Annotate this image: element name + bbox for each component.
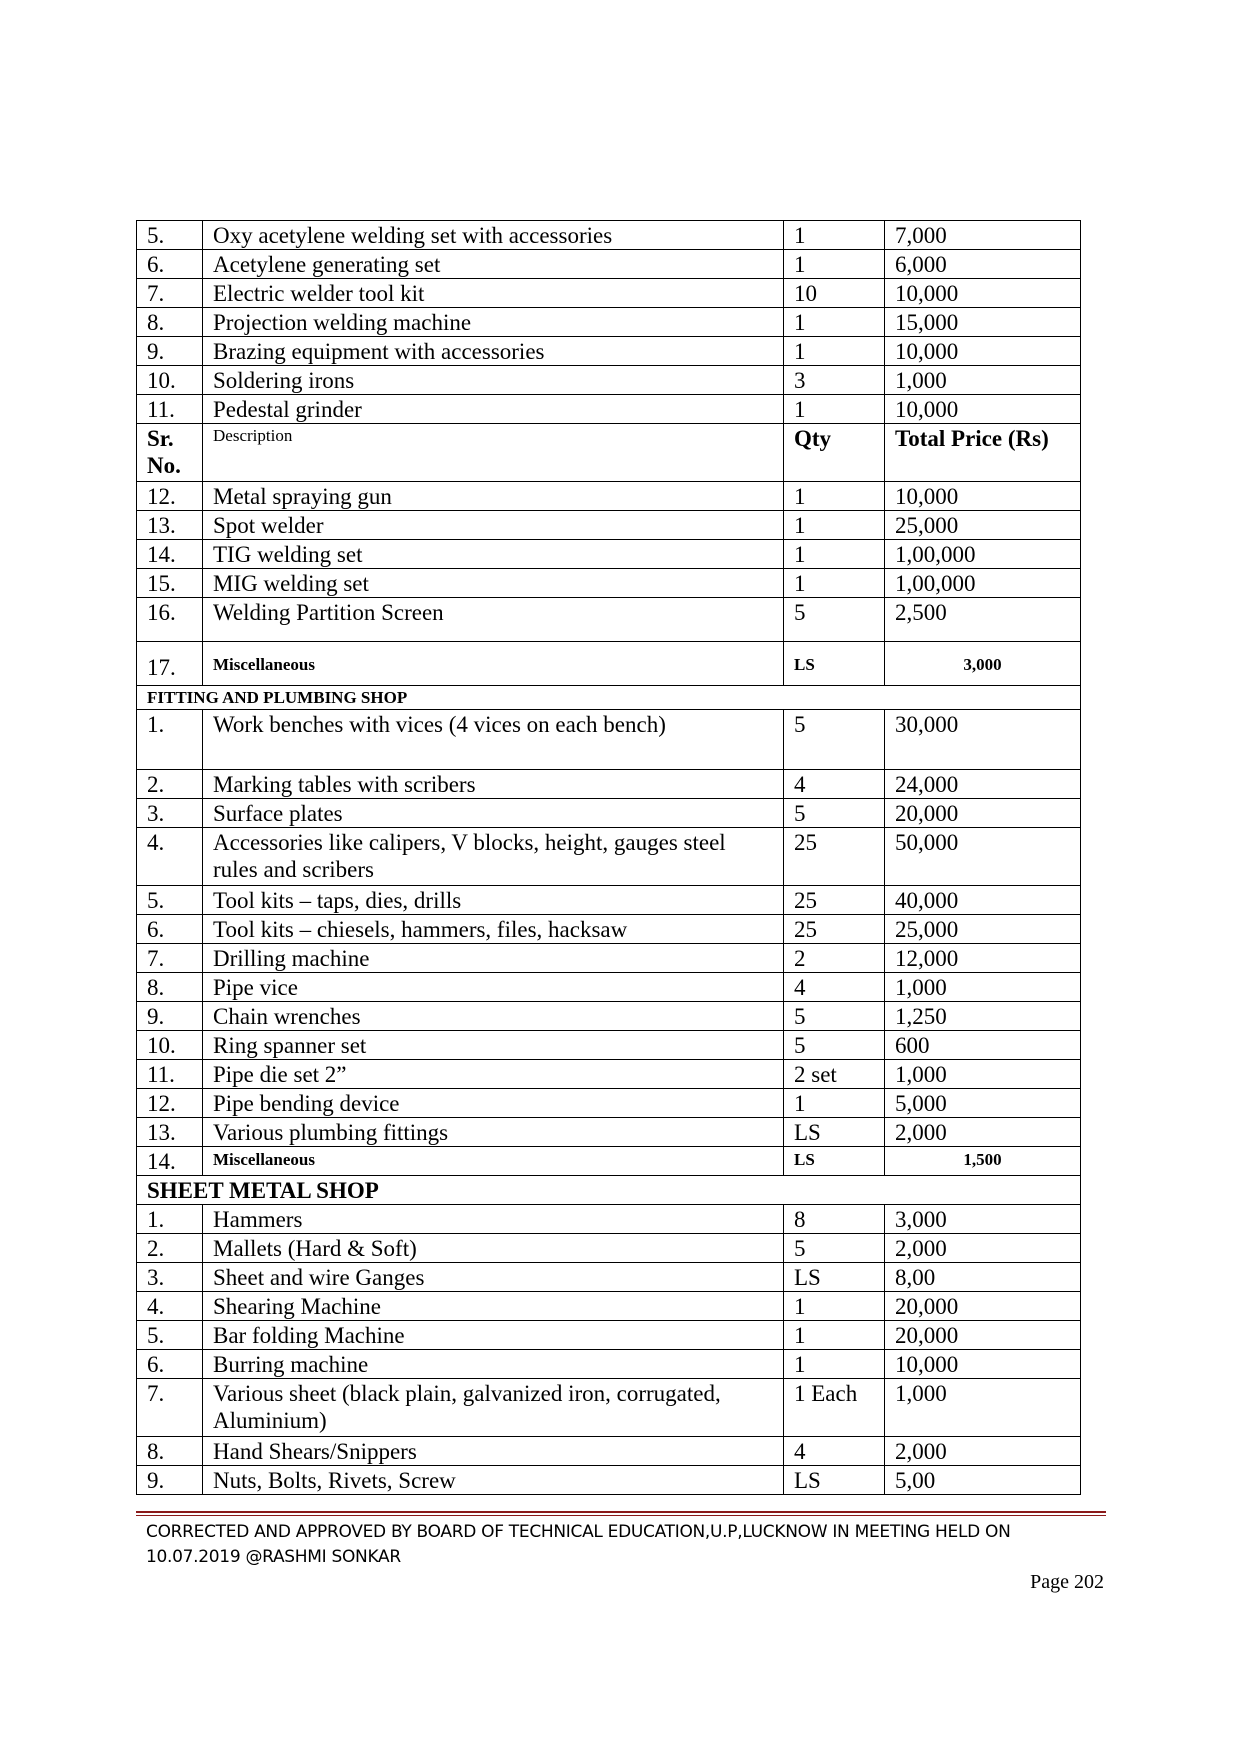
table-row: [137, 1437, 1081, 1466]
description-cell: TIG welding set: [203, 540, 784, 569]
quantity-cell: 1: [784, 482, 885, 511]
description-cell: Electric welder tool kit: [203, 279, 784, 308]
quantity-cell: 8: [784, 1205, 885, 1234]
table-row: [137, 915, 1081, 944]
page-number: Page 202: [1030, 1571, 1104, 1593]
serial-number-cell: 6.: [137, 250, 203, 279]
section-sheet-metal: [137, 1176, 1081, 1205]
table-row: [137, 828, 1081, 886]
description-cell: Miscellaneous: [203, 1147, 784, 1176]
description-cell: Spot welder: [203, 511, 784, 540]
section-heading: FITTING AND PLUMBING SHOP: [137, 686, 1081, 710]
table-row: [137, 710, 1081, 770]
description-cell: Metal spraying gun: [203, 482, 784, 511]
serial-number-cell: 17.: [137, 642, 203, 686]
serial-number-cell: 8.: [137, 308, 203, 337]
quantity-cell: LS: [784, 1147, 885, 1176]
quantity-cell: 2 set: [784, 1060, 885, 1089]
quantity-cell: 1: [784, 569, 885, 598]
quantity-cell: 1: [784, 1089, 885, 1118]
price-cell: 8,00: [885, 1263, 1081, 1292]
serial-number-cell: 5.: [137, 886, 203, 915]
serial-number-cell: 11.: [137, 1060, 203, 1089]
table-row: [137, 1263, 1081, 1292]
serial-number-cell: 7.: [137, 1379, 203, 1437]
quantity-cell: 5: [784, 710, 885, 770]
quantity-cell: 10: [784, 279, 885, 308]
price-cell: 30,000: [885, 710, 1081, 770]
table-row: [137, 1292, 1081, 1321]
table-row: [137, 1118, 1081, 1147]
serial-number-cell: 11.: [137, 395, 203, 424]
description-cell: Accessories like calipers, V blocks, height, gauges steel rules and scribers: [203, 828, 784, 886]
header-description: Description: [203, 424, 784, 482]
quantity-cell: 4: [784, 770, 885, 799]
price-cell: 2,000: [885, 1234, 1081, 1263]
quantity-cell: 1: [784, 337, 885, 366]
serial-number-cell: 5.: [137, 221, 203, 250]
price-cell: 10,000: [885, 337, 1081, 366]
description-cell: Mallets (Hard & Soft): [203, 1234, 784, 1263]
table-row: [137, 279, 1081, 308]
price-cell: 3,000: [885, 1205, 1081, 1234]
price-cell: 1,00,000: [885, 569, 1081, 598]
quantity-cell: 1 Each: [784, 1379, 885, 1437]
price-cell: 25,000: [885, 915, 1081, 944]
header-total-price: Total Price (Rs): [885, 424, 1081, 482]
serial-number-cell: 13.: [137, 1118, 203, 1147]
footer-line-2: 10.07.2019 @RASHMI SONKAR: [146, 1547, 401, 1567]
price-cell: 10,000: [885, 1350, 1081, 1379]
quantity-cell: 4: [784, 973, 885, 1002]
price-cell: 50,000: [885, 828, 1081, 886]
price-cell: 6,000: [885, 250, 1081, 279]
price-cell: 24,000: [885, 770, 1081, 799]
description-cell: Work benches with vices (4 vices on each bench): [203, 710, 784, 770]
quantity-cell: 25: [784, 915, 885, 944]
price-cell: 3,000: [885, 642, 1081, 686]
serial-number-cell: 10.: [137, 1031, 203, 1060]
description-cell: Shearing Machine: [203, 1292, 784, 1321]
quantity-cell: LS: [784, 1263, 885, 1292]
serial-number-cell: 16.: [137, 598, 203, 642]
quantity-cell: 25: [784, 828, 885, 886]
quantity-cell: 25: [784, 886, 885, 915]
price-cell: 5,00: [885, 1466, 1081, 1495]
footer-line-1: CORRECTED AND APPROVED BY BOARD OF TECHNICAL EDUCATION,U.P,LUCKNOW IN MEETING HELD ON: [146, 1522, 1011, 1542]
table-row: [137, 1002, 1081, 1031]
quantity-cell: 1: [784, 1292, 885, 1321]
quantity-cell: 1: [784, 250, 885, 279]
serial-number-cell: 4.: [137, 1292, 203, 1321]
table-row: [137, 1466, 1081, 1495]
price-cell: 1,000: [885, 366, 1081, 395]
serial-number-cell: 2.: [137, 770, 203, 799]
serial-number-cell: 9.: [137, 337, 203, 366]
quantity-cell: 2: [784, 944, 885, 973]
price-cell: 1,000: [885, 973, 1081, 1002]
table-row: [137, 886, 1081, 915]
description-cell: MIG welding set: [203, 569, 784, 598]
serial-number-cell: 9.: [137, 1466, 203, 1495]
serial-number-cell: 8.: [137, 973, 203, 1002]
description-cell: Pipe die set 2”: [203, 1060, 784, 1089]
description-cell: Hand Shears/Snippers: [203, 1437, 784, 1466]
serial-number-cell: 10.: [137, 366, 203, 395]
serial-number-cell: 12.: [137, 482, 203, 511]
quantity-cell: 5: [784, 1031, 885, 1060]
table-row: [137, 366, 1081, 395]
table-row: [137, 1031, 1081, 1060]
serial-number-cell: 9.: [137, 1002, 203, 1031]
quantity-cell: LS: [784, 642, 885, 686]
table-row: [137, 1379, 1081, 1437]
serial-number-cell: 14.: [137, 540, 203, 569]
description-cell: Acetylene generating set: [203, 250, 784, 279]
description-cell: Burring machine: [203, 1350, 784, 1379]
quantity-cell: LS: [784, 1118, 885, 1147]
footer-note: [146, 1520, 1106, 1570]
table-row: [137, 598, 1081, 642]
table-row: [137, 944, 1081, 973]
price-cell: 2,000: [885, 1437, 1081, 1466]
price-cell: 12,000: [885, 944, 1081, 973]
description-cell: Tool kits – taps, dies, drills: [203, 886, 784, 915]
table-row: [137, 1205, 1081, 1234]
quantity-cell: 5: [784, 799, 885, 828]
table-row: [137, 1350, 1081, 1379]
description-cell: Pedestal grinder: [203, 395, 784, 424]
description-cell: Sheet and wire Ganges: [203, 1263, 784, 1292]
quantity-cell: 1: [784, 511, 885, 540]
price-cell: 2,000: [885, 1118, 1081, 1147]
price-cell: 1,500: [885, 1147, 1081, 1176]
quantity-cell: 1: [784, 221, 885, 250]
table-row: [137, 1321, 1081, 1350]
serial-number-cell: 8.: [137, 1437, 203, 1466]
table-row: [137, 511, 1081, 540]
description-cell: Bar folding Machine: [203, 1321, 784, 1350]
table-row: [137, 973, 1081, 1002]
footer-rule: [136, 1511, 1106, 1516]
description-cell: Surface plates: [203, 799, 784, 828]
table-row: [137, 1234, 1081, 1263]
table-row: [137, 482, 1081, 511]
price-cell: 10,000: [885, 482, 1081, 511]
description-cell: Drilling machine: [203, 944, 784, 973]
description-cell: Oxy acetylene welding set with accessories: [203, 221, 784, 250]
table-row: [137, 770, 1081, 799]
table-row: [137, 250, 1081, 279]
table-row: [137, 308, 1081, 337]
table-header-row: [137, 424, 1081, 482]
price-cell: 5,000: [885, 1089, 1081, 1118]
serial-number-cell: 7.: [137, 279, 203, 308]
quantity-cell: 1: [784, 1321, 885, 1350]
description-cell: Miscellaneous: [203, 642, 784, 686]
price-cell: 10,000: [885, 395, 1081, 424]
description-cell: Hammers: [203, 1205, 784, 1234]
serial-number-cell: 13.: [137, 511, 203, 540]
serial-number-cell: 1.: [137, 710, 203, 770]
table-row: [137, 799, 1081, 828]
quantity-cell: 1: [784, 540, 885, 569]
serial-number-cell: 4.: [137, 828, 203, 886]
price-cell: 15,000: [885, 308, 1081, 337]
quantity-cell: 3: [784, 366, 885, 395]
price-cell: 25,000: [885, 511, 1081, 540]
price-cell: 20,000: [885, 799, 1081, 828]
description-cell: Brazing equipment with accessories: [203, 337, 784, 366]
section-heading: SHEET METAL SHOP: [137, 1176, 1081, 1205]
serial-number-cell: 14.: [137, 1147, 203, 1176]
description-cell: Pipe vice: [203, 973, 784, 1002]
serial-number-cell: 7.: [137, 944, 203, 973]
section-fitting-plumbing: [137, 686, 1081, 710]
table-row: [137, 1060, 1081, 1089]
description-cell: Various plumbing fittings: [203, 1118, 784, 1147]
description-cell: Marking tables with scribers: [203, 770, 784, 799]
table-row: [137, 540, 1081, 569]
quantity-cell: 1: [784, 395, 885, 424]
price-cell: 2,500: [885, 598, 1081, 642]
quantity-cell: 4: [784, 1437, 885, 1466]
price-cell: 1,000: [885, 1060, 1081, 1089]
equipment-table: [136, 220, 1081, 1495]
price-cell: 10,000: [885, 279, 1081, 308]
quantity-cell: 1: [784, 1350, 885, 1379]
price-cell: 40,000: [885, 886, 1081, 915]
table-row: [137, 1089, 1081, 1118]
table-row: [137, 569, 1081, 598]
quantity-cell: 5: [784, 598, 885, 642]
serial-number-cell: 3.: [137, 799, 203, 828]
description-cell: Ring spanner set: [203, 1031, 784, 1060]
serial-number-cell: 15.: [137, 569, 203, 598]
serial-number-cell: 12.: [137, 1089, 203, 1118]
header-serial-number: Sr. No.: [137, 424, 203, 482]
header-quantity: Qty: [784, 424, 885, 482]
serial-number-cell: 6.: [137, 915, 203, 944]
description-cell: Tool kits – chiesels, hammers, files, hacksaw: [203, 915, 784, 944]
table-row: [137, 1147, 1081, 1176]
price-cell: 1,00,000: [885, 540, 1081, 569]
table-row: [137, 221, 1081, 250]
serial-number-cell: 1.: [137, 1205, 203, 1234]
serial-number-cell: 3.: [137, 1263, 203, 1292]
price-cell: 20,000: [885, 1321, 1081, 1350]
serial-number-cell: 5.: [137, 1321, 203, 1350]
description-cell: Various sheet (black plain, galvanized iron, corrugated, Aluminium): [203, 1379, 784, 1437]
table-row: [137, 337, 1081, 366]
description-cell: Chain wrenches: [203, 1002, 784, 1031]
price-cell: 1,250: [885, 1002, 1081, 1031]
table-row: [137, 642, 1081, 686]
serial-number-cell: 2.: [137, 1234, 203, 1263]
quantity-cell: 5: [784, 1002, 885, 1031]
description-cell: Soldering irons: [203, 366, 784, 395]
price-cell: 7,000: [885, 221, 1081, 250]
price-cell: 1,000: [885, 1379, 1081, 1437]
table-row: [137, 395, 1081, 424]
quantity-cell: 1: [784, 308, 885, 337]
price-cell: 600: [885, 1031, 1081, 1060]
description-cell: Welding Partition Screen: [203, 598, 784, 642]
quantity-cell: LS: [784, 1466, 885, 1495]
serial-number-cell: 6.: [137, 1350, 203, 1379]
description-cell: Nuts, Bolts, Rivets, Screw: [203, 1466, 784, 1495]
quantity-cell: 5: [784, 1234, 885, 1263]
price-cell: 20,000: [885, 1292, 1081, 1321]
description-cell: Pipe bending device: [203, 1089, 784, 1118]
description-cell: Projection welding machine: [203, 308, 784, 337]
equipment-table-body: [137, 221, 1081, 1495]
